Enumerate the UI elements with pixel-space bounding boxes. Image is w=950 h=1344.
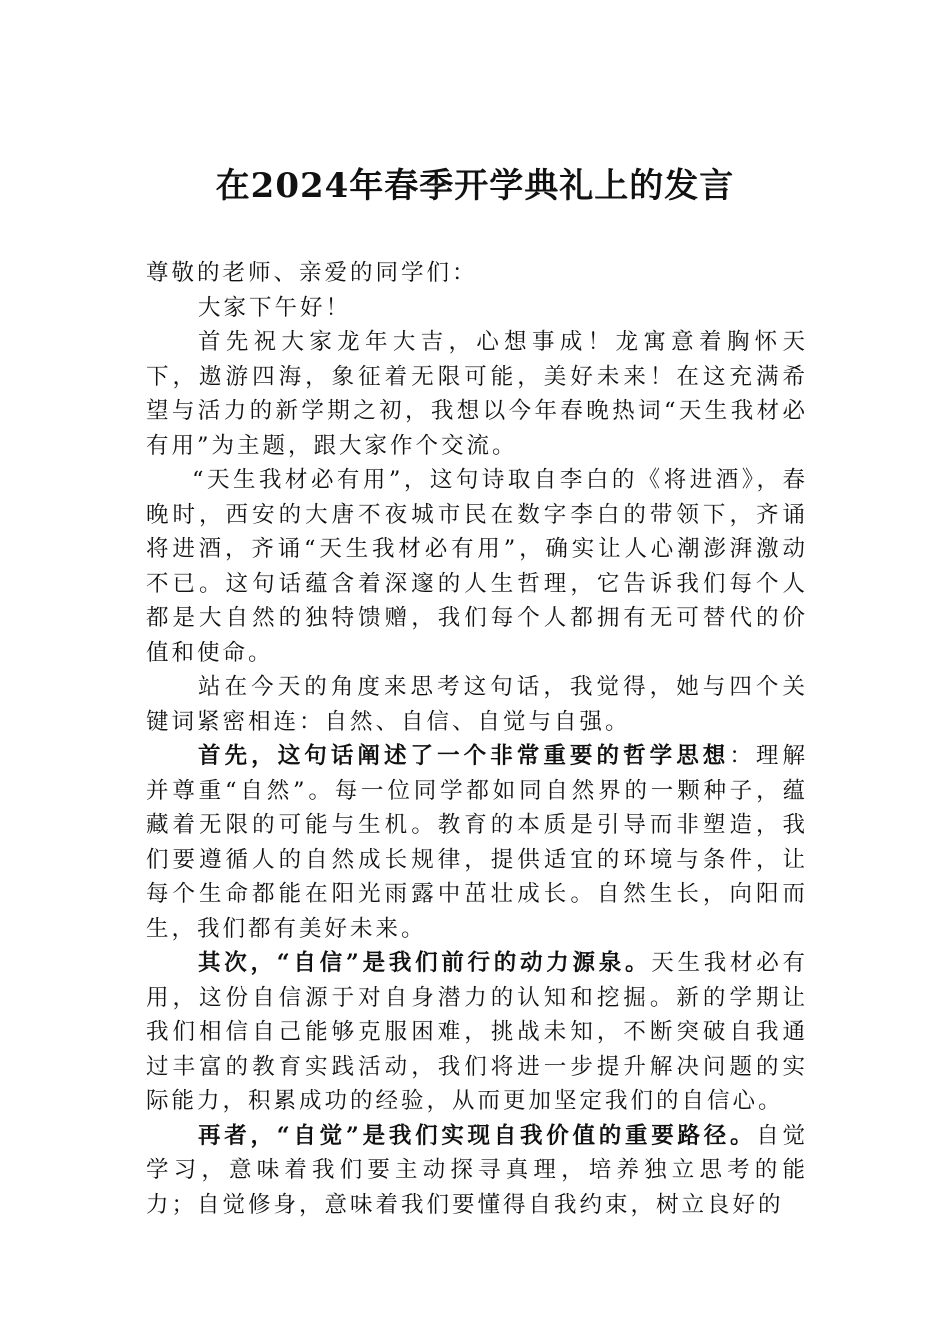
paragraph-1: 首先祝大家龙年大吉，心想事成！龙寓意着胸怀天下，遨游四海，象征着无限可能，美好未来！在这充满希望与活力的新学期之初，我想以今年春晚热词“天生我材必有用”为主题，跟大家作个交流。 xyxy=(146,329,808,459)
paragraph-4-text: ：理解并尊重“自然”。每一位同学都如同自然界的一颗种子，蕴藏着无限的可能与生机。教育的本质是引导而非塑造，我们要遵循人的自然成长规律，提供适宜的环境与条件，让每个生命都能在阳光雨露中茁壮成长。自然生长，向阳而生，我们都有美好未来。 xyxy=(146,743,808,942)
paragraph-5 xyxy=(146,946,808,1119)
paragraph-3: 站在今天的角度来思考这句话，我觉得，她与四个关键词紧密相连：自然、自信、自觉与自强。 xyxy=(146,674,808,735)
document-title: 在2024年春季开学典礼上的发言 xyxy=(215,166,735,206)
paragraph-5-text: 天生我材必有用，这份自信源于对自身潜力的认知和挖掘。新的学期让我们相信自己能够克服困难，挑战未知，不断突破自我通过丰富的教育实践活动，我们将进一步提升解决问题的实际能力，积累成功的经验，从而更加坚定我们的自信心。 xyxy=(146,950,808,1114)
greeting: 大家下午好！ xyxy=(198,294,352,321)
paragraph-4-lead: 首先，这句话阐述了一个非常重要的哲学思想 xyxy=(198,743,730,769)
paragraph-6-text: 自觉学习，意味着我们要主动探寻真理，培养独立思考的能力；自觉修身，意味着我们要懂得自我约束，树立良好的 xyxy=(146,1122,808,1218)
paragraph-2: “天生我材必有用”，这句诗取自李白的《将进酒》，春晚时，西安的大唐不夜城市民在数字李白的带领下，齐诵将进酒，齐诵“天生我材必有用”，确实让人心潮澎湃激动不已。这句话蕴含着深邃的人生哲理，它告诉我们每个人都是大自然的独特馈赠，我们每个人都拥有无可替代的价值和使命。 xyxy=(146,467,808,666)
salutation: 尊敬的老师、亲爱的同学们： xyxy=(146,260,478,286)
paragraph-5-lead: 其次，“自信”是我们前行的动力源泉。 xyxy=(198,950,652,976)
document-body xyxy=(146,256,808,1222)
paragraph-4 xyxy=(146,739,808,946)
paragraph-6 xyxy=(146,1119,808,1223)
paragraph-6-lead: 再者，“自觉”是我们实现自我价值的重要路径。 xyxy=(198,1122,757,1149)
